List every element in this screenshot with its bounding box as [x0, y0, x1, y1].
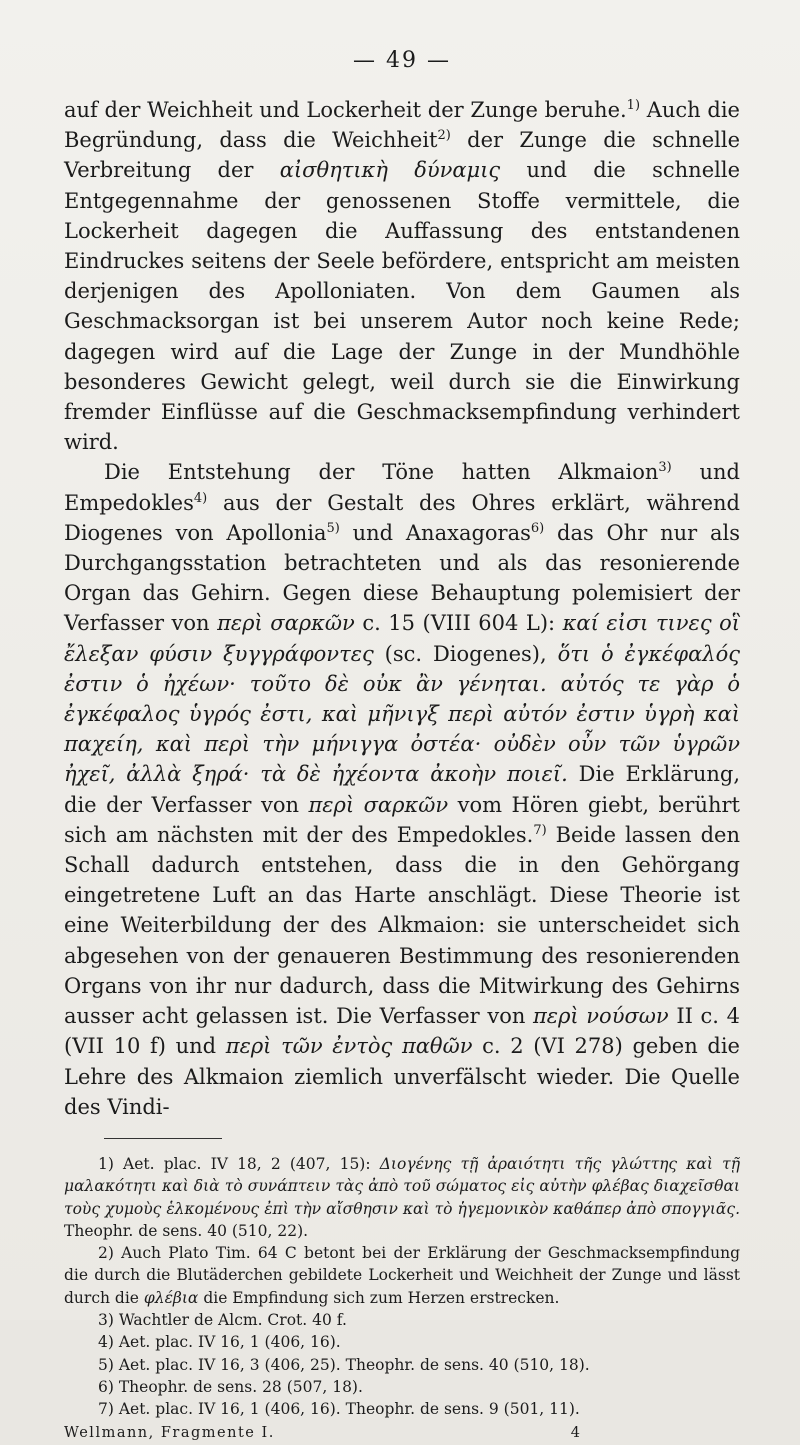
footnote-separator — [104, 1138, 222, 1139]
text-run: (sc. Diogenes), — [373, 641, 558, 666]
signature-line — [64, 1422, 740, 1444]
footnote-ref: 5) — [326, 520, 340, 536]
text-run: c. 2 (VI 278) geben die Lehre des Alkmaion ziemlich unverfälscht wieder. Die Quelle des Vindi- — [64, 1034, 740, 1119]
footnote-ref: 4) — [193, 490, 208, 506]
footnote-5 — [64, 1354, 740, 1376]
paragraph-2 — [64, 457, 740, 1121]
greek-quote: περὶ σαρκῶν — [308, 792, 449, 817]
footnote-4 — [64, 1331, 740, 1353]
page-number: — 49 — — [353, 48, 451, 73]
paragraph-1 — [64, 95, 740, 457]
signature-author: Wellmann, Fragmente I. — [64, 1425, 275, 1442]
text-run: und Empedokles — [64, 460, 740, 515]
text-run: und die schnelle Entgegennahme der genossenen Stoffe vermittele, die Lockerheit dagegen die Auffassung des entstandenen Eindruckes seitens der Seele befördere, entspricht am meisten derjenigen des Apolloniaten. Von dem Gaumen als Geschmacksorgan ist bei unserem Autor noch keine Rede; dagegen wird auf die Lage der Zunge in der Mundhöhle besonderes Gewicht gelegt, weil durch sie die Einwirkung fremder Einflüsse auf die Geschmacksempfindung verhindert wird. — [64, 158, 740, 455]
greek-quote: περὶ σαρκῶν — [217, 611, 355, 636]
footnote-2 — [64, 1242, 740, 1309]
footnote-7 — [64, 1398, 740, 1420]
greek-quote: περὶ τῶν ἐντὸς παθῶν — [225, 1034, 473, 1059]
text-run: auf der Weichheit und Lockerheit der Zunge beruhe. — [64, 98, 627, 122]
footnotes — [64, 1153, 740, 1445]
text-run: 2) Auch Plato Tim. 64 C betont bei der Erklärung der Geschmacksempfindung die durch die Blutäderchen gebildete Lockerheit und Weichheit der Zunge und lässt durch die — [64, 1244, 740, 1307]
text-run: Auch die Begründung, dass die Weichheit — [64, 98, 740, 153]
text-run: c. 15 (VIII 604 L): — [354, 611, 563, 636]
text-run: aus der Gestalt des Ohres erklärt, während Diogenes von Apollonia — [64, 490, 740, 545]
text-run: Theophr. de sens. 40 (510, 22). — [64, 1221, 309, 1240]
main-text — [64, 95, 740, 1122]
text-run: 3) Wachtler de Alcm. Crot. 40 f. — [98, 1310, 347, 1329]
text-run: 1) Aet. plac. IV 18, 2 (407, 15): — [98, 1154, 380, 1173]
text-run: das Ohr nur als Durchgangsstation betrachteten und als das resonierende Organ das Gehirn. Gegen diese Behauptung polemisiert der Verfasser von — [64, 520, 740, 636]
text-run: die Empfindung sich zum Herzen erstrecken. — [198, 1288, 560, 1307]
greek-quote: περὶ νούσων — [533, 1004, 669, 1029]
footnote-1 — [64, 1153, 740, 1242]
greek-quote: ὅτι ὁ ἐγκέφαλός ἐστιν ὁ ἠχέων· τοῦτο δὲ οὐκ ἂν γένηται. αὐτός τε γὰρ ὁ ἐγκέφαλος ὑγρός ἐστι, καὶ μῆνιγξ περὶ αὐτόν ἐστιν ὑγρὴ καὶ παχείη, καὶ περὶ τὴν μήνιγγα ὀστέα· οὐδὲν οὖν τῶν ὑγρῶν ἠχεῖ, ἀλλὰ ξηρά· τὰ δὲ ἠχέοντα ἀκοὴν ποιεῖ. — [64, 641, 740, 787]
footnote-ref: 1) — [626, 98, 641, 113]
text-run: Die Erklärung, die der Verfasser von — [64, 762, 740, 817]
footnote-ref: 3) — [658, 460, 672, 476]
footnote-ref: 6) — [530, 520, 545, 536]
greek-quote: Διογένης τῇ ἀραιότητι τῆς γλώττης καὶ τῇ μαλακότητι καὶ διὰ τὸ συνάπτειν τὰς ἀπὸ τοῦ σώματος εἰς αὐτὴν φλέβας διαχεῖσθαι τοὺς χυμοὺς ἑλκομένους ἐπὶ τὴν αἴσθησιν καὶ τὸ ἡγεμονικὸν καθάπερ ἀπὸ σπογγιᾶς. — [64, 1154, 740, 1218]
greek-quote: φλέβια — [143, 1288, 199, 1307]
signature-number: 4 — [570, 1425, 580, 1442]
greek-quote: αἰσθητικὴ δύναμις — [279, 158, 501, 183]
footnote-ref: 2) — [437, 128, 451, 144]
text-run: II c. 4 (VII 10 f) und — [64, 1004, 740, 1059]
footnote-6 — [64, 1376, 740, 1398]
text-run: 7) Aet. plac. IV 16, 1 (406, 16). Theophr. de sens. 9 (501, 11). — [98, 1400, 580, 1419]
footnote-3 — [64, 1309, 740, 1331]
text-run: und Anaxagoras — [339, 520, 531, 545]
greek-quote: καί εἰσι τινες οἳ ἔλεξαν φύσιν ξυγγράφοντες — [64, 611, 740, 666]
text-run: 5) Aet. plac. IV 16, 3 (406, 25). Theophr. de sens. 40 (510, 18). — [98, 1355, 590, 1374]
text-run: Beide lassen den Schall dadurch entstehen, dass die in den Gehörgang eingetretene Luft an das Harte anschlägt. Diese Theorie ist eine Weiterbildung der des Alkmaion: sie unterscheidet sich abgesehen von der genaueren Bestimmung des resonierenden Organs von ihr nur dadurch, dass die Mitwirkung des Gehirns ausser acht gelassen ist. Die Verfasser von — [64, 822, 740, 1029]
text-run: 4) Aet. plac. IV 16, 1 (406, 16). — [98, 1333, 341, 1352]
footnote-ref: 7) — [533, 822, 547, 838]
text-run: 6) Theophr. de sens. 28 (507, 18). — [98, 1377, 363, 1396]
text-run: Die Entstehung der Töne hatten Alkmaion — [104, 460, 659, 485]
text-run: vom Hören giebt, berührt sich am nächsten mit der des Empedokles. — [64, 792, 740, 847]
text-run: der Zunge die schnelle Verbreitung der — [64, 128, 740, 183]
